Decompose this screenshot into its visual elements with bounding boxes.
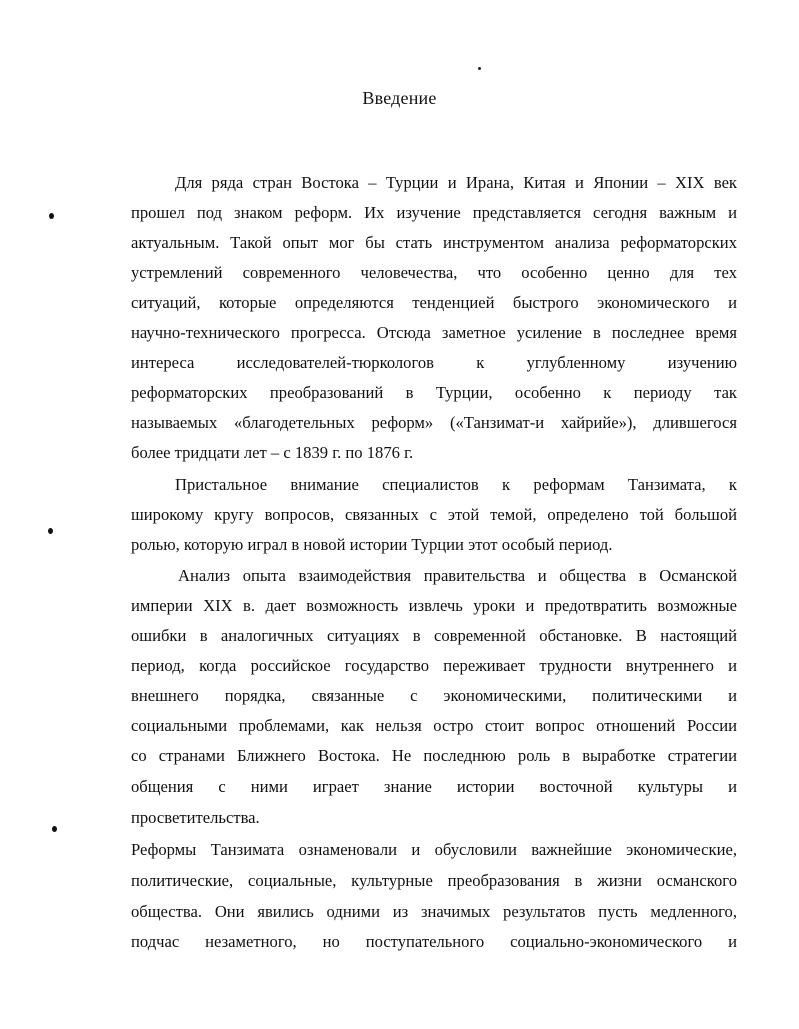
text-line: реформаторских преобразований в Турции, особенно к периоду так [131, 383, 737, 402]
text-line: называемых «благодетельных реформ» («Танзимат-и хайрийе»), длившегося [131, 413, 737, 432]
text-line: период, когда российское государство переживает трудности внутреннего и [131, 656, 737, 675]
text-line: ситуаций, которые определяются тенденцией быстрого экономического и [131, 293, 737, 312]
margin-hole-mark [52, 826, 57, 832]
page-title: Введение [362, 88, 437, 108]
text-line: подчас незаметного, но поступательного социально-экономического и [131, 932, 737, 951]
text-line: устремлений современного человечества, что особенно ценно для тех [131, 263, 737, 282]
text-line: просветительства. [131, 808, 260, 827]
text-line: широкому кругу вопросов, связанных с этой темой, определено той большой [131, 505, 737, 524]
text-line: интереса исследователей-тюркологов к углубленному изучению [131, 353, 737, 372]
text-line: социальными проблемами, как нельзя остро стоит вопрос отношений России [131, 716, 737, 735]
text-line: общества. Они явились одними из значимых результатов пусть медленного, [131, 902, 737, 921]
margin-hole-mark [49, 213, 54, 219]
text-line: Реформы Танзимата ознаменовали и обусловили важнейшие экономические, [131, 840, 737, 859]
margin-hole-mark [48, 528, 53, 534]
text-line: Для ряда стран Востока – Турции и Ирана, Китая и Японии – XIX век [175, 173, 737, 192]
text-line: ошибки в аналогичных ситуациях в современной обстановке. В настоящий [131, 626, 737, 645]
text-line: внешнего порядка, связанные с экономическими, политическими и [131, 686, 737, 705]
text-line: политические, социальные, культурные преобразования в жизни османского [131, 871, 737, 890]
scan-speck [478, 67, 481, 70]
text-line: более тридцати лет – с 1839 г. по 1876 г. [131, 443, 414, 462]
text-line: научно-технического прогресса. Отсюда заметное усиление в последнее время [131, 323, 737, 342]
text-line: Анализ опыта взаимодействия правительства и общества в Османской [178, 566, 737, 585]
text-line: Пристальное внимание специалистов к реформам Танзимата, к [175, 475, 737, 494]
text-line: ролью, которую играл в новой истории Турции этот особый период. [131, 535, 613, 554]
text-line: империи XIX в. дает возможность извлечь уроки и предотвратить возможные [131, 596, 737, 615]
text-line: общения с ними играет знание истории восточной культуры и [131, 777, 737, 796]
text-line: прошел под знаком реформ. Их изучение представляется сегодня важным и [131, 203, 737, 222]
text-line: актуальным. Такой опыт мог бы стать инструментом анализа реформаторских [131, 233, 737, 252]
text-line: со странами Ближнего Востока. Не последнюю роль в выработке стратегии [131, 746, 737, 765]
